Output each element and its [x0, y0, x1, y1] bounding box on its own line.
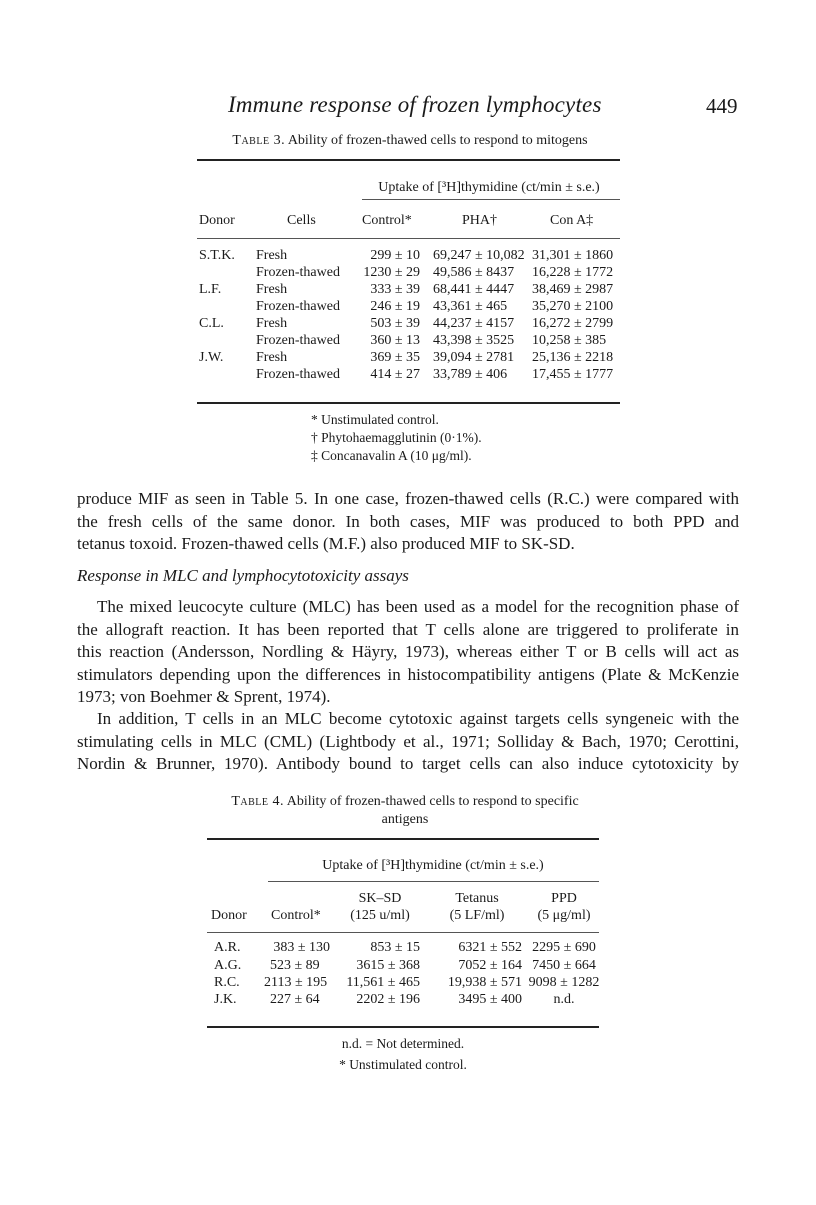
text-line: The mixed leucocyte culture (MLC) has been used as a model for the recognition phase of: [97, 597, 739, 616]
table-row-pha: 39,094 ± 2781: [433, 350, 515, 365]
table-row-control: 383 ± 130: [273, 940, 330, 955]
table-row-control: 333 ± 39: [370, 282, 420, 297]
col-subheader-ppd: (5 μg/ml): [537, 908, 591, 923]
section-subheading: Response in MLC and lymphocytotoxicity assays: [77, 566, 409, 585]
text-line: produce MIF as seen in Table 5. In one case, frozen-thawed cells (R.C.) were compared with: [77, 489, 739, 508]
table-row-cells: Frozen-thawed: [256, 299, 340, 314]
table-row-donor: A.G.: [214, 958, 242, 973]
table-row-donor: A.R.: [214, 940, 241, 955]
col-header-pha: PHA†: [462, 213, 498, 228]
table-3-footnote: ‡ Concanavalin A (10 μg/ml).: [311, 448, 472, 463]
table-4-caption-text: Ability of frozen-thawed cells to respond to specific: [286, 794, 579, 809]
col-subheader-tetanus: (5 LF/ml): [449, 908, 505, 923]
text-line: the fresh cells of the same donor. In both cases, MIF was produced to both PPD and: [77, 511, 739, 531]
table-row-control: 299 ± 10: [370, 248, 420, 263]
col-header-sksd: SK–SD: [358, 891, 402, 906]
table-row-donor: L.F.: [199, 282, 222, 297]
table-4-bottom-rule: [207, 1026, 599, 1028]
table-row-cona: 38,469 ± 2987: [532, 282, 614, 297]
table-row-pha: 68,441 ± 4447: [433, 282, 515, 297]
text-line: the allograft reaction. It has been reported that T cells alone are triggered to proliferate in: [77, 619, 739, 639]
table-row-cona: 25,136 ± 2218: [532, 350, 614, 365]
table-3-label: Table 3.: [232, 133, 286, 148]
table-row-pha: 43,361 ± 465: [433, 299, 508, 314]
paragraph-mlc: [77, 596, 739, 709]
table-row-donor: C.L.: [199, 316, 224, 331]
col-subheader-sksd: (125 u/ml): [350, 908, 410, 923]
table-row-cells: Fresh: [256, 350, 288, 365]
table-row-control: 2113 ± 195: [264, 975, 328, 990]
table-row-cells: Fresh: [256, 282, 288, 297]
table-row-cells: Frozen-thawed: [256, 333, 340, 348]
table-row-control: 360 ± 13: [370, 333, 420, 348]
col-header-donor: Donor: [199, 213, 235, 228]
table-3-spanner: Uptake of [³H]thymidine (ct/min ± s.e.): [378, 180, 600, 195]
table-4-footnote: * Unstimulated control.: [339, 1057, 467, 1072]
table-row-cona: 16,228 ± 1772: [532, 265, 614, 280]
table-row-sksd: 853 ± 15: [370, 940, 420, 955]
table-4-caption-line2: antigens: [381, 812, 429, 827]
table-row-control: 1230 ± 29: [363, 265, 420, 280]
text-line: 1973; von Boehmer & Sprent, 1974).: [77, 687, 331, 706]
table-row-cona: 31,301 ± 1860: [532, 248, 614, 263]
table-row-donor: J.K.: [214, 992, 237, 1007]
table-4-spanner: Uptake of [³H]thymidine (ct/min ± s.e.): [322, 858, 544, 873]
table-4-header-rule: [207, 932, 599, 933]
table-row-tetanus: 3495 ± 400: [458, 992, 522, 1007]
col-header-ppd: PPD: [551, 891, 577, 906]
table-row-pha: 49,586 ± 8437: [433, 265, 515, 280]
text-line: tetanus toxoid. Frozen-thawed cells (M.F.) also produced MIF to SK-SD.: [77, 534, 575, 553]
table-row-sksd: 2202 ± 196: [356, 992, 420, 1007]
table-row-pha: 44,237 ± 4157: [433, 316, 515, 331]
table-4-caption: [190, 794, 620, 810]
table-row-control: 369 ± 35: [370, 350, 420, 365]
table-row-ppd: 9098 ± 1282: [528, 975, 600, 990]
col-header-cona: Con A‡: [550, 213, 594, 228]
table-3-footnote: * Unstimulated control.: [311, 412, 439, 427]
table-row-tetanus: 19,938 ± 571: [447, 975, 522, 990]
table-3-caption-text: Ability of frozen-thawed cells to respond to mitogens: [287, 133, 588, 148]
table-row-control: 523 ± 89: [270, 958, 320, 973]
table-row-cells: Frozen-thawed: [256, 367, 340, 382]
table-row-cona: 16,272 ± 2799: [532, 316, 614, 331]
table-row-donor: R.C.: [214, 975, 240, 990]
table-row-ppd: n.d.: [553, 992, 575, 1007]
table-3-top-rule: [197, 159, 620, 161]
table-4-footnote: n.d. = Not determined.: [341, 1036, 465, 1051]
table-row-cona: 17,455 ± 1777: [532, 367, 614, 382]
col-header-control: Control*: [362, 213, 412, 228]
text-line: Nordin & Brunner, 1970). Antibody bound to target cells can also induce cytotoxicity by: [77, 754, 739, 773]
table-row-pha: 43,398 ± 3525: [433, 333, 515, 348]
page-number: 449: [706, 94, 738, 118]
table-row-sksd: 11,561 ± 465: [346, 975, 420, 990]
running-head: Immune response of frozen lymphocytes: [228, 92, 602, 117]
text-line: In addition, T cells in an MLC become cytotoxic against targets cells syngeneic with the: [97, 709, 739, 728]
table-row-pha: 33,789 ± 406: [433, 367, 508, 382]
table-row-tetanus: 6321 ± 552: [458, 940, 522, 955]
table-4-spanner-rule: [268, 881, 599, 882]
table-row-ppd: 2295 ± 690: [532, 940, 596, 955]
table-row-tetanus: 7052 ± 164: [458, 958, 522, 973]
table-row-control: 227 ± 64: [270, 992, 320, 1007]
col-header-donor: Donor: [211, 908, 247, 923]
table-3-spanner-rule: [362, 199, 620, 200]
text-line: stimulators depending upon the differences in histocompatibility antigens (Plate & McKenzie: [77, 664, 739, 684]
table-row-pha: 69,247 ± 10,082: [433, 248, 525, 263]
table-4-label: Table 4.: [231, 794, 284, 809]
table-row-cells: Fresh: [256, 316, 288, 331]
paragraph-mif: [77, 488, 739, 556]
text-line: this reaction (Andersson, Nordling & Häyry, 1973), whereas either T or B cells will act as: [77, 642, 739, 661]
table-row-control: 503 ± 39: [370, 316, 420, 331]
table-row-control: 246 ± 19: [370, 299, 420, 314]
table-3-bottom-rule: [197, 402, 620, 404]
table-row-donor: S.T.K.: [199, 248, 235, 263]
table-3-caption: [190, 133, 630, 149]
text-line: stimulating cells in MLC (CML) (Lightbody et al., 1971; Solliday & Bach, 1970; Cerottini,: [77, 731, 739, 751]
table-row-sksd: 3615 ± 368: [356, 958, 420, 973]
table-row-cona: 35,270 ± 2100: [532, 299, 614, 314]
col-header-cells: Cells: [287, 213, 316, 228]
table-row-ppd: 7450 ± 664: [532, 958, 596, 973]
col-header-control: Control*: [271, 908, 321, 923]
paragraph-cml: [77, 708, 739, 776]
table-row-cona: 10,258 ± 385: [532, 333, 607, 348]
col-header-tetanus: Tetanus: [455, 891, 499, 906]
table-row-cells: Frozen-thawed: [256, 265, 340, 280]
table-row-control: 414 ± 27: [370, 367, 420, 382]
table-3-header-rule: [197, 238, 620, 239]
table-4-top-rule: [207, 838, 599, 840]
table-row-donor: J.W.: [199, 350, 224, 365]
table-row-cells: Fresh: [256, 248, 288, 263]
table-3-footnote: † Phytohaemagglutinin (0·1%).: [311, 430, 482, 445]
